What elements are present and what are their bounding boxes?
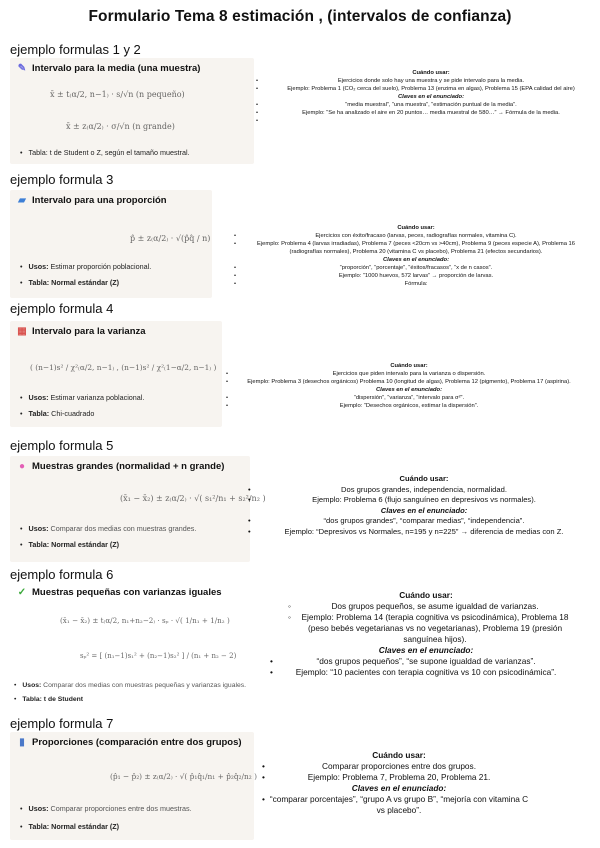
grid-icon: ▦ [17, 326, 27, 337]
formula-mean-small: x̄ ± t₍α/2, n−1₎ · s/√n (n pequeño) [50, 90, 185, 99]
formula-variance: ( (n−1)s² / χ²₍α/2, n−1₎ , (n−1)s² / χ²₍1−α/2, n−1₎ ) [30, 363, 217, 372]
bars-icon: ▮ [19, 737, 25, 748]
section-label-6: ejemplo formula 7 [10, 716, 114, 731]
formula-card-two-proportions [10, 732, 257, 840]
brain-icon: ● [18, 461, 26, 472]
section-label-4: ejemplo formula 5 [10, 438, 114, 453]
card-bullet: • Usos: Comparar dos medias con muestras grandes. [20, 524, 196, 533]
card-bullet: • Usos: Comparar proporciones entre dos muestras. [20, 804, 192, 813]
card-bullet: • Tabla: t de Student o Z, según el tamaño muestral. [20, 148, 190, 157]
formula-mean-large: x̄ ± z₍α/2₎ · σ/√n (n grande) [66, 122, 175, 131]
usage-notes-4: Cuándo usar: • Dos grupos grandes, independencia, normalidad. • Ejemplo: Problema 6 (flujo sanguíneo en depresivos vs normales). Claves en el enunciado: • “dos grupos grandes”, “comparar medias”, “independencia”. • Ejemplo: “Depresivos vs Normales, n=195 y n=225” → diferencia de medias con Z. [254, 474, 594, 537]
formula-two-proportions: (p̂₁ − p̂₂) ± z₍α/2₎ · √( p̂₁q̂₁/n₁ + p̂₂q̂₂/n₂ ) [110, 772, 257, 781]
section-label-3: ejemplo formula 4 [10, 301, 114, 316]
card-title: Intervalo para una proporción [32, 195, 167, 206]
pencil-icon: ✎ [17, 63, 27, 74]
formula-card-proportion [10, 190, 212, 298]
card-bullet: • Tabla: t de Student [14, 696, 83, 703]
formula-card-mean [10, 58, 254, 164]
card-title: Intervalo para la varianza [32, 326, 146, 337]
chart-icon: ▰ [18, 195, 26, 206]
card-title: Muestras grandes (normalidad + n grande) [32, 461, 225, 472]
card-bullet: • Tabla: Normal estándar (Z) [20, 540, 119, 549]
card-title: Proporciones (comparación entre dos grupos) [32, 737, 242, 748]
formula-pooled-variance: sₚ² = [ (n₁−1)s₁² + (n₂−1)s₂² ] / (n₁ + n₂ − 2) [80, 652, 237, 660]
usage-notes-1: Cuándo usar: • Ejercicios donde solo hay una muestra y se pide intervalo para la media. • Ejemplo: Problema 1 (CO₂ cerca del suelo), Problema 13 (enzima en algas), Problema 15 (EPA calidad del aire) Claves en el enunciado: • “media muestral”, “una muestra”, “estimación puntual de la media”. • Ejemplo: “Se ha analizado el aire en 20 puntos… media muestral de 580…” → Fórmula de la media. [262, 69, 600, 117]
page-title: Formulario Tema 8 estimación , (intervalos de confianza) [88, 8, 512, 25]
card-bullet: • Tabla: Normal estándar (Z) [20, 278, 119, 287]
usage-notes-2: Cuándo usar: • Ejercicios con éxito/fracaso (larvas, peces, radiografías normales, vitamina C). • Ejemplo: Problema 4 (larvas irradiadas), Problema 7 (peces <20cm vs >40cm), Problema 9 (peces especie A), Problema 16 (radiografías normales), Problema 20 (vitamina C vs placebo), Problema 21 (efectos secundarios). Claves en el enunciado: • “proporción”, “porcentaje”, “éxitos/fracasos”, “x de n casos”. • Ejemplo: “1000 huevos, 572 larvas” → proporción de larvas. • Fórmula: [240, 224, 592, 288]
section-label-2: ejemplo formula 3 [10, 172, 114, 187]
usage-notes-5: Cuándo usar: ◦ Dos grupos pequeños, se asume igualdad de varianzas. ◦ Ejemplo: Problema 14 (terapia cognitiva vs psicodinámica), Problema 18 (peso bebés vegetarianas vs no vegetarianas), Problema 19 (presión sanguínea hijos). Claves en el enunciado: • “dos grupos pequeños”, “se supone igualdad de varianzas”. • Ejemplo: “10 pacientes con terapia cognitiva vs 10 con psicodinámica”. [276, 590, 576, 678]
formula-large-samples: (x̄₁ − x̄₂) ± z₍α/2₎ · √( s₁²/n₁ + s₂²/n₂ ) [120, 494, 266, 503]
card-bullet: • Usos: Estimar proporción poblacional. [20, 262, 151, 271]
formula-card-equal-variances [10, 582, 260, 708]
card-title: Muestras pequeñas con varianzas iguales [32, 587, 222, 598]
formula-card-variance [10, 321, 222, 427]
card-bullet: • Usos: Estimar varianza poblacional. [20, 393, 144, 402]
section-label-5: ejemplo formula 6 [10, 567, 114, 582]
card-title: Intervalo para la media (una muestra) [32, 63, 201, 74]
section-label-1: ejemplo formulas 1 y 2 [10, 42, 141, 57]
card-bullet: • Usos: Comparar dos medias con muestras pequeñas y varianzas iguales. [14, 682, 246, 689]
card-bullet: • Tabla: Chi-cuadrado [20, 409, 94, 418]
formula-proportion: p̂ ± z₍α/2₎ · √(p̂q̂ / n) [130, 234, 211, 243]
formula-card-large-samples [10, 456, 266, 562]
usage-notes-3: Cuándo usar: • Ejercicios que piden intervalo para la varianza o dispersión. • Ejemplo: Problema 3 (desechos orgánicos) Problema 10 (longitud de algas), Problema 12 (pigmento), Problema 17 (aspirina). Claves en el enunciado: • “dispersión”, “varianza”, “intervalo para σ²”. • Ejemplo: “Desechos orgánicos, estimar la dispersión”. [232, 362, 586, 410]
formula-equal-variances: (x̄₁ − x̄₂) ± t₍α/2, n₁+n₂−2₎ · sₚ · √( 1/n₁ + 1/n₂ ) [60, 616, 230, 625]
usage-notes-6: Cuándo usar: • Comparar proporciones entre dos grupos. • Ejemplo: Problema 7, Problema 20, Problema 21. Claves en el enunciado: • “comparar porcentajes”, “grupo A vs grupo B”, “mejoría con vitamina C vs placebo”. [268, 750, 530, 816]
check-icon: ✓ [17, 587, 27, 598]
card-bullet: • Tabla: Normal estándar (Z) [20, 822, 119, 831]
